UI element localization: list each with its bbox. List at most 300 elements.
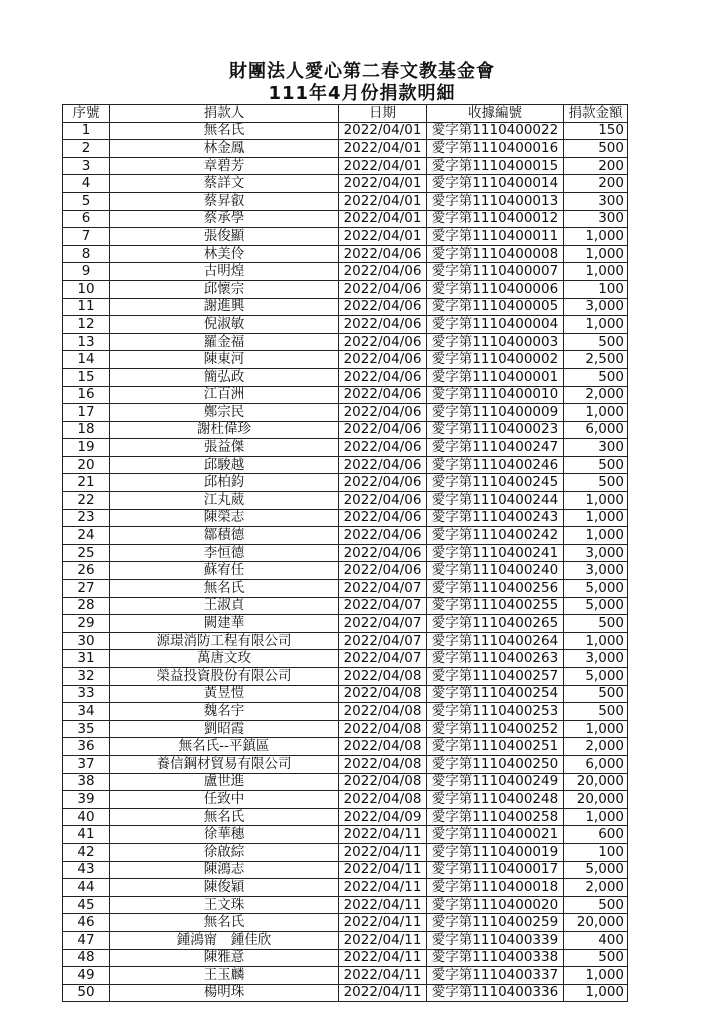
- donor-name: 陳鴻志: [110, 861, 339, 879]
- donation-amount: 100: [564, 843, 628, 861]
- donation-amount: 1,000: [564, 808, 628, 826]
- donation-date: 2022/04/11: [339, 861, 427, 879]
- donation-amount: 500: [564, 949, 628, 967]
- donation-amount: 500: [564, 456, 628, 474]
- donor-name: 蔡承學: [110, 210, 339, 228]
- table-row: [63, 615, 628, 633]
- donor-name: 陳俊穎: [110, 879, 339, 897]
- donor-name: 邱柏鈞: [110, 474, 339, 492]
- row-index: 34: [63, 703, 110, 721]
- donation-date: 2022/04/06: [339, 263, 427, 281]
- table-row: [63, 562, 628, 580]
- donation-date: 2022/04/06: [339, 351, 427, 369]
- row-index: 41: [63, 826, 110, 844]
- row-index: 18: [63, 421, 110, 439]
- row-index: 22: [63, 492, 110, 510]
- donation-date: 2022/04/06: [339, 456, 427, 474]
- donor-name: 陳東河: [110, 351, 339, 369]
- donation-date: 2022/04/08: [339, 703, 427, 721]
- donation-amount: 20,000: [564, 773, 628, 791]
- table-row: [63, 386, 628, 404]
- row-index: 45: [63, 896, 110, 914]
- donation-amount: 200: [564, 175, 628, 193]
- row-index: 43: [63, 861, 110, 879]
- receipt-number: 愛字第1110400263: [427, 650, 564, 668]
- table-row: [63, 280, 628, 298]
- donation-date: 2022/04/11: [339, 931, 427, 949]
- donation-amount: 1,000: [564, 245, 628, 263]
- donation-amount: 1,000: [564, 527, 628, 545]
- donation-date: 2022/04/06: [339, 527, 427, 545]
- donation-date: 2022/04/06: [339, 386, 427, 404]
- donation-amount: 500: [564, 368, 628, 386]
- table-row: [63, 316, 628, 334]
- table-row: [63, 228, 628, 246]
- row-index: 1: [63, 122, 110, 140]
- donation-date: 2022/04/11: [339, 914, 427, 932]
- table-row: [63, 245, 628, 263]
- donor-name: 源璟消防工程有限公司: [110, 632, 339, 650]
- donation-amount: 20,000: [564, 914, 628, 932]
- row-index: 26: [63, 562, 110, 580]
- donation-date: 2022/04/07: [339, 615, 427, 633]
- donation-amount: 5,000: [564, 668, 628, 686]
- row-index: 31: [63, 650, 110, 668]
- row-index: 37: [63, 755, 110, 773]
- donation-date: 2022/04/08: [339, 668, 427, 686]
- row-index: 13: [63, 333, 110, 351]
- donation-date: 2022/04/11: [339, 984, 427, 1002]
- column-header-amount: 捐款金額: [564, 105, 628, 123]
- table-row: [63, 509, 628, 527]
- donor-name: 楊明珠: [110, 984, 339, 1002]
- donation-amount: 2,500: [564, 351, 628, 369]
- donation-date: 2022/04/07: [339, 597, 427, 615]
- donor-name: 章碧芳: [110, 157, 339, 175]
- donor-name: 江丸葳: [110, 492, 339, 510]
- donor-name: 盧世進: [110, 773, 339, 791]
- receipt-number: 愛字第1110400007: [427, 263, 564, 281]
- donation-date: 2022/04/07: [339, 580, 427, 598]
- table-row: [63, 351, 628, 369]
- table-row: [63, 492, 628, 510]
- table-row: [63, 861, 628, 879]
- donation-date: 2022/04/11: [339, 826, 427, 844]
- donation-amount: 1,000: [564, 720, 628, 738]
- donation-date: 2022/04/01: [339, 122, 427, 140]
- receipt-number: 愛字第1110400023: [427, 421, 564, 439]
- column-header-donor: 捐款人: [110, 105, 339, 123]
- receipt-number: 愛字第1110400255: [427, 597, 564, 615]
- row-index: 7: [63, 228, 110, 246]
- donation-amount: 100: [564, 280, 628, 298]
- donation-amount: 20,000: [564, 791, 628, 809]
- donor-name: 萬唐文玫: [110, 650, 339, 668]
- receipt-number: 愛字第1110400022: [427, 122, 564, 140]
- donation-amount: 5,000: [564, 580, 628, 598]
- donation-date: 2022/04/06: [339, 421, 427, 439]
- donation-amount: 500: [564, 703, 628, 721]
- donor-name: 任致中: [110, 791, 339, 809]
- row-index: 32: [63, 668, 110, 686]
- row-index: 36: [63, 738, 110, 756]
- donor-name: 無名氏: [110, 808, 339, 826]
- table-row: [63, 843, 628, 861]
- donor-name: 闕建華: [110, 615, 339, 633]
- donation-date: 2022/04/11: [339, 967, 427, 985]
- donor-name: 簡弘政: [110, 368, 339, 386]
- row-index: 11: [63, 298, 110, 316]
- receipt-number: 愛字第1110400021: [427, 826, 564, 844]
- row-index: 46: [63, 914, 110, 932]
- row-index: 48: [63, 949, 110, 967]
- table-row: [63, 439, 628, 457]
- donation-date: 2022/04/01: [339, 175, 427, 193]
- donor-name: 養信鋼材貿易有限公司: [110, 755, 339, 773]
- row-index: 20: [63, 456, 110, 474]
- row-index: 35: [63, 720, 110, 738]
- donor-name: 無名氏: [110, 122, 339, 140]
- donor-name: 鍾鴻甯 鍾佳欣: [110, 931, 339, 949]
- donor-name: 蘇宥任: [110, 562, 339, 580]
- donor-name: 李恒德: [110, 544, 339, 562]
- donor-name: 羅金福: [110, 333, 339, 351]
- row-index: 12: [63, 316, 110, 334]
- donation-date: 2022/04/06: [339, 562, 427, 580]
- donation-amount: 6,000: [564, 755, 628, 773]
- donation-date: 2022/04/11: [339, 949, 427, 967]
- donation-amount: 500: [564, 615, 628, 633]
- receipt-number: 愛字第1110400265: [427, 615, 564, 633]
- receipt-number: 愛字第1110400253: [427, 703, 564, 721]
- row-index: 6: [63, 210, 110, 228]
- donation-date: 2022/04/06: [339, 368, 427, 386]
- table-row: [63, 210, 628, 228]
- donation-date: 2022/04/06: [339, 509, 427, 527]
- row-index: 28: [63, 597, 110, 615]
- receipt-number: 愛字第1110400013: [427, 192, 564, 210]
- donation-amount: 5,000: [564, 597, 628, 615]
- donation-amount: 6,000: [564, 421, 628, 439]
- column-header-index: 序號: [63, 105, 110, 123]
- receipt-number: 愛字第1110400244: [427, 492, 564, 510]
- receipt-number: 愛字第1110400257: [427, 668, 564, 686]
- donation-amount: 500: [564, 685, 628, 703]
- table-row: [63, 949, 628, 967]
- row-index: 14: [63, 351, 110, 369]
- table-row: [63, 192, 628, 210]
- row-index: 38: [63, 773, 110, 791]
- table-row: [63, 826, 628, 844]
- row-index: 47: [63, 931, 110, 949]
- table-row: [63, 175, 628, 193]
- donor-name: 謝進興: [110, 298, 339, 316]
- donor-name: 鄒積德: [110, 527, 339, 545]
- donation-date: 2022/04/06: [339, 333, 427, 351]
- row-index: 39: [63, 791, 110, 809]
- table-row: [63, 914, 628, 932]
- receipt-number: 愛字第1110400009: [427, 404, 564, 422]
- donation-amount: 1,000: [564, 984, 628, 1002]
- row-index: 10: [63, 280, 110, 298]
- row-index: 4: [63, 175, 110, 193]
- donation-date: 2022/04/09: [339, 808, 427, 826]
- table-row: [63, 456, 628, 474]
- donation-table: [62, 104, 628, 1002]
- donation-amount: 2,000: [564, 738, 628, 756]
- donation-amount: 3,000: [564, 298, 628, 316]
- receipt-number: 愛字第1110400247: [427, 439, 564, 457]
- donor-name: 邱懷宗: [110, 280, 339, 298]
- row-index: 16: [63, 386, 110, 404]
- donor-name: 蔡昇叡: [110, 192, 339, 210]
- donor-name: 謝杜偉珍: [110, 421, 339, 439]
- receipt-number: 愛字第1110400020: [427, 896, 564, 914]
- receipt-number: 愛字第1110400003: [427, 333, 564, 351]
- row-index: 44: [63, 879, 110, 897]
- donation-amount: 1,000: [564, 632, 628, 650]
- donor-name: 江百洲: [110, 386, 339, 404]
- donation-amount: 150: [564, 122, 628, 140]
- table-row: [63, 580, 628, 598]
- donor-name: 王文珠: [110, 896, 339, 914]
- donation-amount: 300: [564, 192, 628, 210]
- row-index: 25: [63, 544, 110, 562]
- table-row: [63, 967, 628, 985]
- table-row: [63, 527, 628, 545]
- donation-amount: 1,000: [564, 509, 628, 527]
- table-row: [63, 791, 628, 809]
- donation-date: 2022/04/11: [339, 843, 427, 861]
- table-row: [63, 368, 628, 386]
- row-index: 15: [63, 368, 110, 386]
- donor-name: 黃昱愷: [110, 685, 339, 703]
- table-row: [63, 931, 628, 949]
- table-row: [63, 703, 628, 721]
- donation-date: 2022/04/06: [339, 316, 427, 334]
- donation-amount: 1,000: [564, 263, 628, 281]
- donation-amount: 2,000: [564, 386, 628, 404]
- donation-amount: 1,000: [564, 316, 628, 334]
- receipt-number: 愛字第1110400240: [427, 562, 564, 580]
- donation-date: 2022/04/07: [339, 650, 427, 668]
- table-row: [63, 720, 628, 738]
- table-row: [63, 808, 628, 826]
- receipt-number: 愛字第1110400243: [427, 509, 564, 527]
- table-row: [63, 879, 628, 897]
- row-index: 24: [63, 527, 110, 545]
- row-index: 42: [63, 843, 110, 861]
- donation-date: 2022/04/01: [339, 157, 427, 175]
- row-index: 29: [63, 615, 110, 633]
- receipt-number: 愛字第1110400241: [427, 544, 564, 562]
- receipt-number: 愛字第1110400014: [427, 175, 564, 193]
- row-index: 40: [63, 808, 110, 826]
- row-index: 2: [63, 140, 110, 158]
- table-row: [63, 984, 628, 1002]
- row-index: 50: [63, 984, 110, 1002]
- row-index: 5: [63, 192, 110, 210]
- row-index: 30: [63, 632, 110, 650]
- receipt-number: 愛字第1110400002: [427, 351, 564, 369]
- table-header-row: [63, 105, 628, 123]
- table-row: [63, 157, 628, 175]
- donor-name: 無名氏: [110, 580, 339, 598]
- receipt-number: 愛字第1110400017: [427, 861, 564, 879]
- donation-date: 2022/04/06: [339, 280, 427, 298]
- donation-date: 2022/04/11: [339, 896, 427, 914]
- donation-amount: 300: [564, 439, 628, 457]
- donation-amount: 500: [564, 333, 628, 351]
- receipt-number: 愛字第1110400248: [427, 791, 564, 809]
- row-index: 49: [63, 967, 110, 985]
- table-row: [63, 421, 628, 439]
- table-row: [63, 668, 628, 686]
- donation-date: 2022/04/01: [339, 140, 427, 158]
- table-row: [63, 896, 628, 914]
- table-row: [63, 685, 628, 703]
- donation-date: 2022/04/08: [339, 791, 427, 809]
- donation-amount: 600: [564, 826, 628, 844]
- donation-amount: 3,000: [564, 650, 628, 668]
- donor-name: 徐啟綜: [110, 843, 339, 861]
- donor-name: 陳雅意: [110, 949, 339, 967]
- receipt-number: 愛字第1110400010: [427, 386, 564, 404]
- document-title: 財團法人愛心第二春文教基金會: [229, 61, 495, 82]
- receipt-number: 愛字第1110400006: [427, 280, 564, 298]
- donation-date: 2022/04/06: [339, 245, 427, 263]
- donor-name: 林金鳳: [110, 140, 339, 158]
- donor-name: 鄭宗民: [110, 404, 339, 422]
- donor-name: 王淑貞: [110, 597, 339, 615]
- table-row: [63, 738, 628, 756]
- donation-date: 2022/04/01: [339, 192, 427, 210]
- table-row: [63, 755, 628, 773]
- table-row: [63, 474, 628, 492]
- donor-name: 魏名宇: [110, 703, 339, 721]
- donation-amount: 200: [564, 157, 628, 175]
- donation-amount: 300: [564, 210, 628, 228]
- receipt-number: 愛字第1110400250: [427, 755, 564, 773]
- column-header-receipt: 收據編號: [427, 105, 564, 123]
- donation-date: 2022/04/06: [339, 439, 427, 457]
- receipt-number: 愛字第1110400254: [427, 685, 564, 703]
- donor-name: 古明煌: [110, 263, 339, 281]
- donation-date: 2022/04/08: [339, 773, 427, 791]
- donation-date: 2022/04/01: [339, 210, 427, 228]
- receipt-number: 愛字第1110400016: [427, 140, 564, 158]
- receipt-number: 愛字第1110400012: [427, 210, 564, 228]
- receipt-number: 愛字第1110400337: [427, 967, 564, 985]
- row-index: 9: [63, 263, 110, 281]
- receipt-number: 愛字第1110400338: [427, 949, 564, 967]
- donation-amount: 1,000: [564, 228, 628, 246]
- table-row: [63, 773, 628, 791]
- table-row: [63, 140, 628, 158]
- receipt-number: 愛字第1110400249: [427, 773, 564, 791]
- donation-amount: 500: [564, 140, 628, 158]
- donation-amount: 5,000: [564, 861, 628, 879]
- receipt-number: 愛字第1110400245: [427, 474, 564, 492]
- table-row: [63, 650, 628, 668]
- donation-date: 2022/04/06: [339, 492, 427, 510]
- receipt-number: 愛字第1110400018: [427, 879, 564, 897]
- table-row: [63, 263, 628, 281]
- donation-date: 2022/04/11: [339, 879, 427, 897]
- row-index: 8: [63, 245, 110, 263]
- donation-date: 2022/04/07: [339, 632, 427, 650]
- donation-amount: 400: [564, 931, 628, 949]
- receipt-number: 愛字第1110400005: [427, 298, 564, 316]
- row-index: 27: [63, 580, 110, 598]
- donation-amount: 1,000: [564, 404, 628, 422]
- donor-name: 榮益投資股份有限公司: [110, 668, 339, 686]
- donor-name: 陳榮志: [110, 509, 339, 527]
- donation-amount: 500: [564, 474, 628, 492]
- donor-name: 無名氏: [110, 914, 339, 932]
- row-index: 3: [63, 157, 110, 175]
- receipt-number: 愛字第1110400256: [427, 580, 564, 598]
- receipt-number: 愛字第1110400336: [427, 984, 564, 1002]
- receipt-number: 愛字第1110400264: [427, 632, 564, 650]
- receipt-number: 愛字第1110400004: [427, 316, 564, 334]
- receipt-number: 愛字第1110400259: [427, 914, 564, 932]
- row-index: 17: [63, 404, 110, 422]
- row-index: 21: [63, 474, 110, 492]
- receipt-number: 愛字第1110400001: [427, 368, 564, 386]
- receipt-number: 愛字第1110400008: [427, 245, 564, 263]
- row-index: 33: [63, 685, 110, 703]
- donor-name: 劉昭霞: [110, 720, 339, 738]
- donation-date: 2022/04/06: [339, 404, 427, 422]
- donation-amount: 1,000: [564, 967, 628, 985]
- row-index: 23: [63, 509, 110, 527]
- table-row: [63, 597, 628, 615]
- donation-amount: 3,000: [564, 562, 628, 580]
- table-row: [63, 632, 628, 650]
- donor-name: 林美伶: [110, 245, 339, 263]
- receipt-number: 愛字第1110400011: [427, 228, 564, 246]
- table-row: [63, 122, 628, 140]
- receipt-number: 愛字第1110400251: [427, 738, 564, 756]
- receipt-number: 愛字第1110400258: [427, 808, 564, 826]
- donation-amount: 1,000: [564, 492, 628, 510]
- donation-date: 2022/04/01: [339, 228, 427, 246]
- donor-name: 張俊顯: [110, 228, 339, 246]
- donation-date: 2022/04/08: [339, 720, 427, 738]
- donation-amount: 3,000: [564, 544, 628, 562]
- receipt-number: 愛字第1110400339: [427, 931, 564, 949]
- table-row: [63, 544, 628, 562]
- table-row: [63, 404, 628, 422]
- donation-date: 2022/04/08: [339, 685, 427, 703]
- donor-name: 無名氏--平鎮區: [110, 738, 339, 756]
- donor-name: 倪淑敏: [110, 316, 339, 334]
- donor-name: 張益傑: [110, 439, 339, 457]
- donor-name: 王玉麟: [110, 967, 339, 985]
- table-row: [63, 298, 628, 316]
- receipt-number: 愛字第1110400246: [427, 456, 564, 474]
- receipt-number: 愛字第1110400019: [427, 843, 564, 861]
- row-index: 19: [63, 439, 110, 457]
- document-subtitle: 111年4月份捐款明細: [268, 83, 456, 104]
- receipt-number: 愛字第1110400242: [427, 527, 564, 545]
- donation-amount: 2,000: [564, 879, 628, 897]
- donation-amount: 500: [564, 896, 628, 914]
- receipt-number: 愛字第1110400252: [427, 720, 564, 738]
- donation-date: 2022/04/08: [339, 738, 427, 756]
- donor-name: 蔡詳文: [110, 175, 339, 193]
